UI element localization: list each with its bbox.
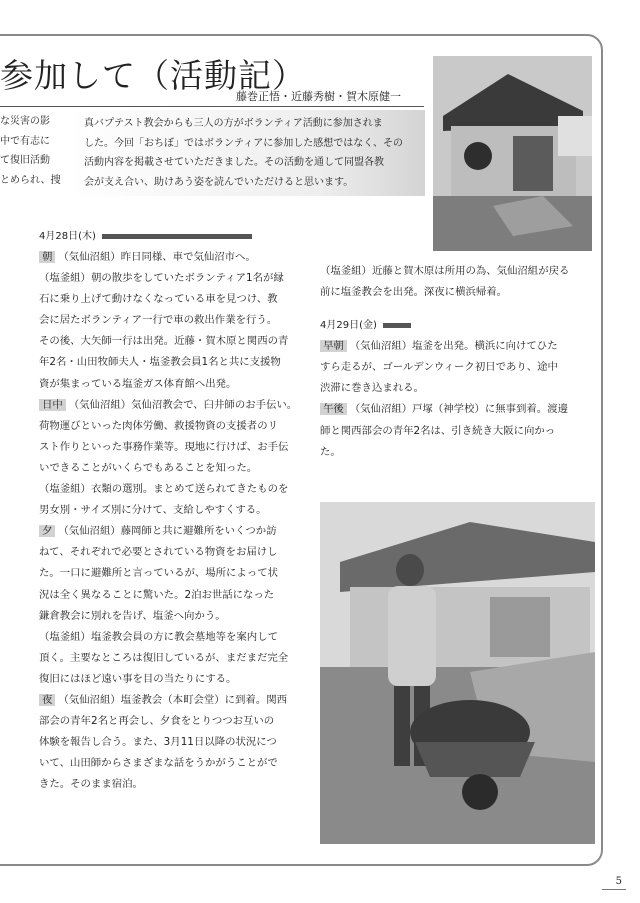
text-line: いて、山田師からさまざまな話をうかがうことがで (39, 757, 278, 770)
title-rule (0, 106, 424, 107)
text-line: 頂く。主要なところは復旧しているが、まだまだ完全 (39, 651, 289, 664)
page-number-rule (602, 889, 626, 890)
intro-left-line: 中で有志に (0, 135, 50, 147)
intro-left-fragment (0, 112, 68, 190)
text-line: 資が集まっている塩釜ガス体育館へ出発。 (39, 377, 237, 390)
time-tag: 夕 (39, 525, 55, 537)
volunteer-wheelbarrow-photo (320, 502, 595, 844)
date-heading (39, 226, 304, 247)
spacer (320, 303, 595, 315)
right-column (320, 261, 595, 463)
page-number: 5 (615, 876, 622, 887)
time-tag: 日中 (39, 399, 66, 411)
text-line: 午後 （気仙沼組）戸塚（神学校）に無事到着。渡邊 (320, 399, 595, 420)
date-heading (320, 315, 595, 336)
time-tag: 午後 (320, 403, 347, 415)
date-label: 4月29日(金) (320, 320, 377, 332)
intro-line: 活動内容を掲載させていただきました。その活動を通して同盟各教 (84, 157, 384, 168)
text-line: きた。そのまま宿泊。 (39, 778, 143, 791)
text-line: 会に居たボランティア一行で車の救出作業を行う。 (39, 314, 278, 327)
text-line: ねて、それぞれで必要とされている物資をお届けし (39, 546, 278, 559)
intro-left-line: て復旧活動 (0, 155, 50, 166)
damaged-house-photo (433, 56, 592, 251)
text-line: 日中 （気仙沼組）気仙沼教会で、臼井師のお手伝い。 (39, 395, 304, 416)
page-title: 参加して（活動記） (0, 56, 306, 95)
text-line: 荷物運びといった肉体労働、救援物資の支援者のリ (39, 419, 278, 432)
text-line: 男女別・サイズ別に分けて、支給しやすくする。 (39, 504, 267, 517)
text-line: 渋滞に巻き込まれる。 (320, 382, 424, 395)
text-line: 前に塩釜教会を出発。深夜に横浜帰着。 (320, 286, 508, 299)
intro-left-line: な災害の影 (0, 116, 50, 127)
text-line: 朝 （気仙沼組）昨日同様、車で気仙沼市へ。 (39, 247, 304, 268)
time-tag: 夜 (39, 694, 55, 706)
intro-line: した。今回「おちぼ」ではボランティアに参加した感想ではなく、その (84, 137, 403, 149)
text-line: 体験を報告し合う。また、3月11日以降の状況につ (39, 736, 277, 749)
text-line: た。一口に避難所と言っているが、場所によって状 (39, 567, 278, 580)
intro-line: 会が支え合い、助けあう姿を読んでいただけると思います。 (84, 176, 354, 188)
text-line: 部会の青年2名と再会し、夕食をとりつつお互いの (39, 715, 275, 728)
text-line: （塩釜組）朝の散歩をしていたボランティア1名が縁 (39, 272, 284, 285)
text-line: 年2名・山田牧師夫人・塩釜教会員1名と共に支援物 (39, 356, 281, 369)
text-line: スト作りといった事務作業等。現地に行けば、お手伝 (39, 440, 289, 453)
text-line: 石に乗り上げて動けなくなっている車を見つけ、教 (39, 293, 278, 306)
text-line: いできることがいくらでもあることを知った。 (39, 461, 258, 474)
text-line: 復旧にはほど遠い事を目の当たりにする。 (39, 672, 237, 685)
intro-text (84, 114, 419, 192)
text-line: 早朝 （気仙沼組）塩釜を出発。横浜に向けてひた (320, 336, 595, 357)
left-column (39, 226, 304, 795)
time-tag: 朝 (39, 251, 55, 263)
text-line: 夜 （気仙沼組）塩釜教会（本町会堂）に到着。関西 (39, 690, 304, 711)
intro-left-line: とめられ、捜 (0, 174, 61, 186)
text-line: その後、大矢師一行は出発。近藤・賀木原と関西の青 (39, 335, 289, 348)
text-line: （塩釜組）近藤と賀木原は所用の為、気仙沼組が戻る (320, 265, 570, 277)
date-bar (383, 323, 411, 328)
intro-line: 真バプテスト教会からも三人の方がボランティア活動に参加されま (84, 118, 383, 129)
authors-line: 藤巻正悟・近藤秀樹・賀木原健一 (236, 90, 401, 103)
time-tag: 早朝 (320, 340, 347, 352)
text-line: （塩釜組）衣類の選別。まとめて送られてきたものを (39, 483, 289, 496)
text-line: た。 (320, 445, 341, 458)
text-line: 況は全く異なることに驚いた。2泊お世話になった (39, 588, 275, 601)
text-line: すら走るが、ゴールデンウィーク初日であり、途中 (320, 361, 558, 374)
text-line: 鎌倉教会に別れを告げ、塩釜へ向かう。 (39, 609, 226, 622)
date-bar (102, 234, 252, 239)
date-label: 4月28日(木) (39, 230, 96, 242)
text-line: 夕 （気仙沼組）藤岡師と共に避難所をいくつか訪 (39, 521, 304, 542)
text-line: （塩釜組）塩釜教会員の方に教会墓地等を案内して (39, 630, 278, 643)
text-line: 師と関西部会の青年2名は、引き続き大阪に向かっ (320, 424, 556, 437)
